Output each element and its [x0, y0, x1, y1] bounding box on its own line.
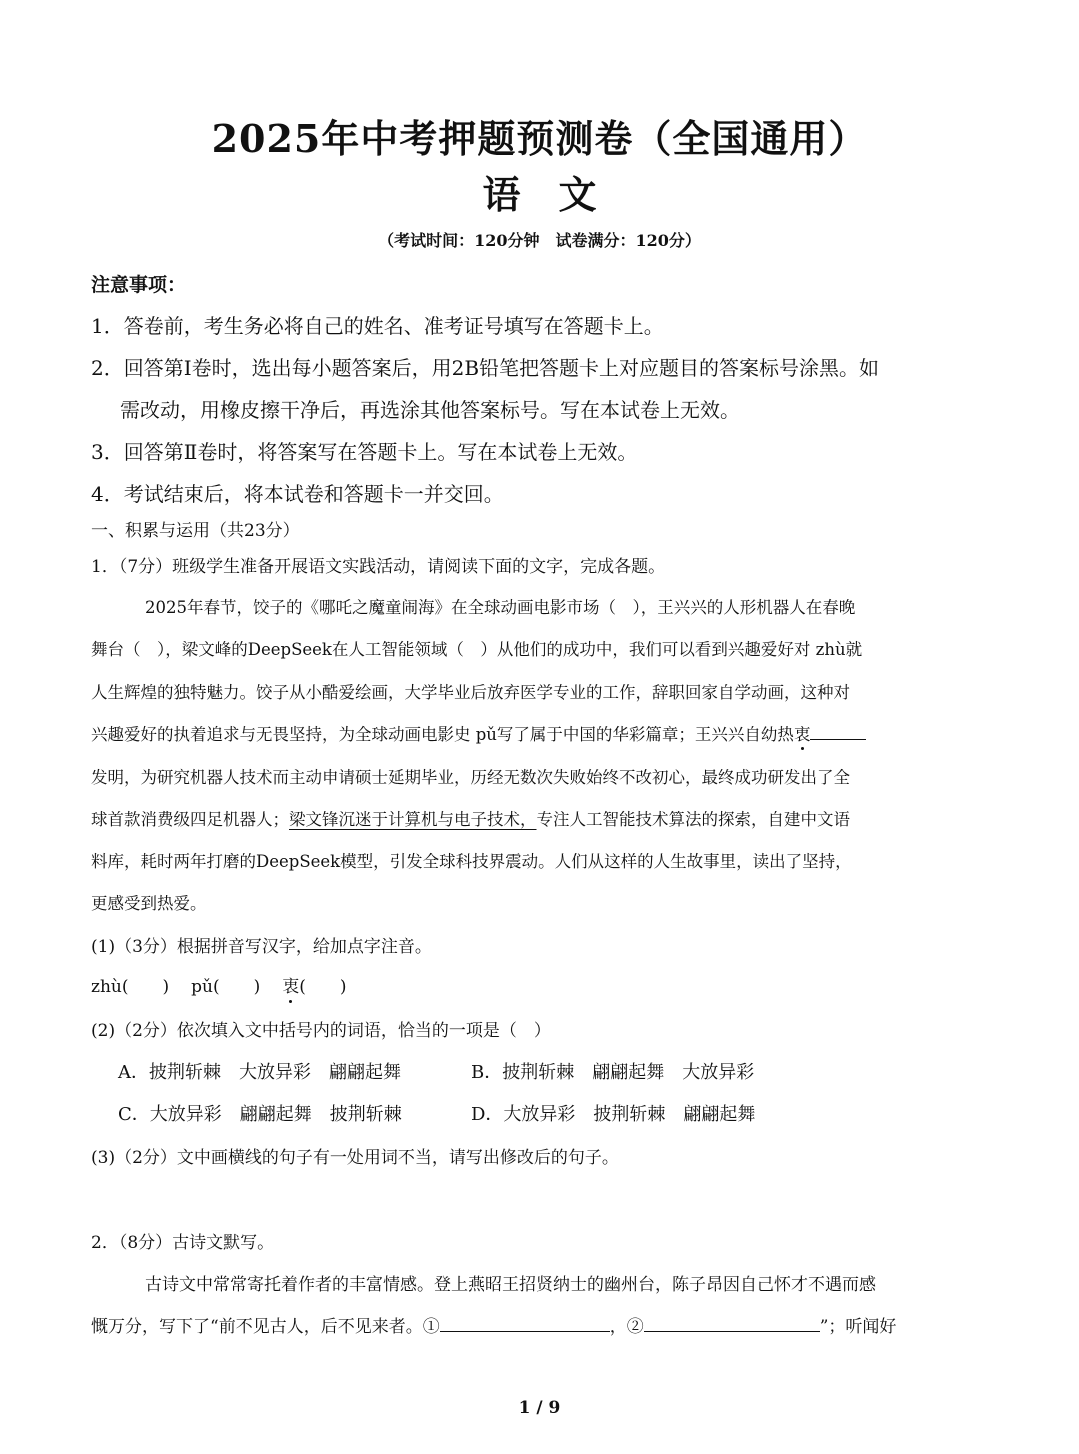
option-d: D．大放异彩 披荆斩棘 翩翩起舞	[471, 1104, 756, 1125]
q1-sub-1: (1)（3分）根据拼音写汉字，给加点字注音。	[91, 937, 432, 957]
option-c: C．大放异彩 翩翩起舞 披荆斩棘	[118, 1104, 402, 1125]
q2-passage-line-2-a: 慨万分，写下了“前不见古人，后不见来者。①	[91, 1317, 440, 1337]
pinyin-zhu-blank: zhù( )	[91, 977, 170, 997]
dotted-char-zhong: 衷	[282, 977, 300, 997]
q2-passage-line-2-c: ”；听闻好	[819, 1317, 897, 1337]
option-a: A．披荆斩棘 大放异彩 翩翩起舞	[118, 1062, 401, 1083]
blank-line	[810, 738, 866, 740]
q1-passage-line-4	[91, 721, 866, 745]
zhong-blank: ( )	[299, 977, 347, 997]
q2-passage-line-2	[91, 1312, 896, 1337]
q1-passage-line-6-a: 球首款消费级四足机器人；	[91, 810, 289, 829]
notice-item-2: 2．回答第Ⅰ卷时，选出每小题答案后，用2B铅笔把答题卡上对应题目的答案标号涂黑。如	[91, 356, 880, 380]
section-heading: 一、积累与运用（共23分）	[91, 521, 300, 541]
question-1-stem: 1．（7分）班级学生准备开展语文实践活动，请阅读下面的文字，完成各题。	[91, 557, 666, 577]
exam-title: 2025年中考押题预测卷（全国通用）	[211, 116, 868, 161]
subject-title: 语 文	[482, 172, 597, 217]
exam-info: （考试时间：120分钟 试卷满分：120分）	[378, 231, 701, 250]
page-number: 1 / 9	[518, 1398, 561, 1418]
notice-item-1: 1．答卷前，考生务必将自己的姓名、准考证号填写在答题卡上。	[91, 314, 664, 338]
pinyin-pu-blank: pǔ( )	[191, 977, 261, 997]
q1-passage-line-8: 更感受到热爱。	[91, 894, 207, 913]
q2-passage-line-1: 古诗文中常常寄托着作者的丰富情感。登上燕昭王招贤纳士的幽州台，陈子昂因自己怀才不遇而感	[145, 1275, 876, 1295]
q2-passage-line-2-b: ，②	[609, 1317, 644, 1337]
notice-item-3: 3．回答第Ⅱ卷时，将答案写在答题卡上。写在本试卷上无效。	[91, 440, 638, 464]
q1-passage-line-3: 人生辉煌的独特魅力。饺子从小酷爱绘画，大学毕业后放弃医学专业的工作，辞职回家自学动画，这种对	[91, 683, 850, 702]
q1-passage-line-2: 舞台（ ），梁文峰的DeepSeek在人工智能领域（ ）从他们的成功中，我们可以看到兴趣爱好对 zhù就	[91, 640, 863, 659]
q1-passage-line-5: 发明，为研究机器人技术而主动申请硕士延期毕业，历经无数次失败始终不改初心，最终成功研发出了全	[91, 768, 850, 787]
notice-item-2-cont: 需改动，用橡皮擦干净后，再选涂其他答案标号。写在本试卷上无效。	[120, 398, 740, 422]
notice-heading: 注意事项：	[91, 274, 187, 296]
q1-passage-line-7: 料库，耗时两年打磨的DeepSeek模型，引发全球科技界震动。人们从这样的人生故事里，读出了坚持，	[91, 852, 852, 871]
notice-item-4: 4．考试结束后，将本试卷和答题卡一并交回。	[91, 482, 504, 506]
q1-sub-2: (2)（2分）依次填入文中括号内的词语，恰当的一项是（ ）	[91, 1021, 551, 1041]
q1-passage-line-4-text: 兴趣爱好的执着追求与无畏坚持，为全球动画电影史 pǔ写了属于中国的华彩篇章；王兴兴自幼热	[91, 725, 794, 744]
q1-sub-1-blanks	[91, 972, 347, 997]
q1-passage-line-6	[91, 806, 850, 830]
answer-blank-2	[644, 1330, 820, 1332]
dotted-char: 衷	[793, 725, 811, 744]
answer-blank-1	[440, 1330, 610, 1332]
option-b: B．披荆斩棘 翩翩起舞 大放异彩	[471, 1062, 755, 1083]
q1-sub-3: (3)（2分）文中画横线的句子有一处用词不当，请写出修改后的句子。	[91, 1148, 619, 1168]
q1-passage-line-6-b: 专注人工智能技术算法的探索，自建中文语	[536, 810, 850, 829]
question-2-stem: 2．（8分）古诗文默写。	[91, 1233, 275, 1253]
q1-passage-line-1: 2025年春节，饺子的《哪吒之魔童闹海》在全球动画电影市场（ ），王兴兴的人形机器人在春晚	[145, 598, 856, 617]
underlined-sentence: 梁文锋沉迷于计算机与电子技术，	[289, 810, 537, 829]
